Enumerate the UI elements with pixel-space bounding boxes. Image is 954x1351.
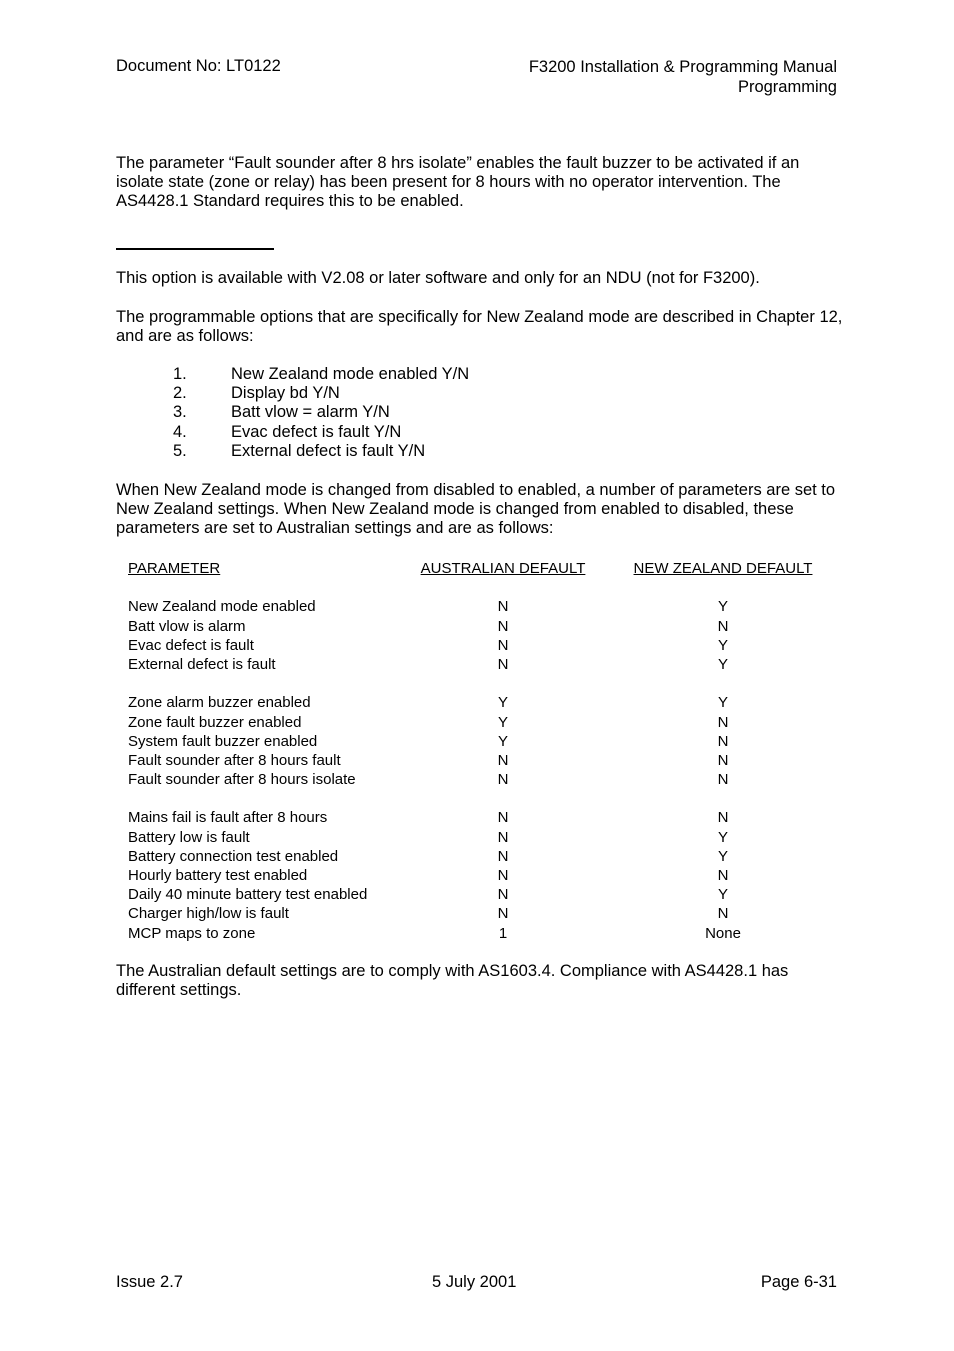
table-cell-new-zealand: Y [717, 828, 729, 846]
table-header-row [128, 559, 828, 578]
table-cell-parameter: System fault buzzer enabled [128, 732, 318, 750]
table-row [128, 847, 828, 866]
table-row [128, 866, 828, 885]
table-cell-parameter: Hourly battery test enabled [128, 867, 308, 884]
table-cell-australian: N [497, 655, 509, 673]
list-text: Batt vlow = alarm Y/N [231, 403, 390, 422]
list-text: New Zealand mode enabled Y/N [231, 365, 470, 383]
table-cell-australian: N [497, 867, 509, 884]
table-cell-parameter: Daily 40 minute battery test enabled [128, 886, 368, 904]
table-cell-australian: Y [497, 694, 509, 712]
table-row [128, 751, 828, 770]
table-row [128, 693, 828, 712]
table-cell-parameter: External defect is fault [128, 655, 276, 673]
table-cell-australian: Y [497, 713, 509, 731]
table-cell-new-zealand: Y [717, 694, 729, 712]
table-cell-australian: N [497, 886, 509, 904]
table-cell-australian: N [497, 636, 509, 654]
column-header-new-zealand-default: NEW ZEALAND DEFAULT [633, 560, 813, 577]
table-cell-parameter: Batt vlow is alarm [128, 617, 246, 635]
section-rule [116, 248, 274, 250]
document-number: Document No: LT0122 [116, 57, 281, 75]
table-row [128, 617, 828, 636]
table-cell-new-zealand: Y [717, 598, 729, 616]
table-cell-parameter: Charger high/low is fault [128, 905, 289, 923]
table-row [128, 713, 828, 732]
footer-page-number: Page 6-31 [760, 1273, 837, 1291]
paragraph-option-availability: This option is available with V2.08 or later software and only for an NDU (not for F3200). [116, 269, 760, 287]
table-row [128, 904, 828, 923]
table-cell-parameter: New Zealand mode enabled [128, 598, 316, 616]
column-header-parameter: PARAMETER [128, 560, 221, 577]
table-row [128, 828, 828, 847]
table-row [128, 808, 828, 827]
section-name: Programming [737, 78, 837, 96]
table-cell-new-zealand: Y [717, 655, 729, 673]
table-row [128, 636, 828, 655]
table-cell-parameter: Mains fail is fault after 8 hours [128, 809, 328, 827]
table-cell-new-zealand: N [717, 617, 729, 635]
list-number: 1. [173, 365, 187, 383]
paragraph-programmable-options: The programmable options that are specifically for New Zealand mode are described in Chapter 12, and are as follows: [116, 308, 843, 346]
table-cell-australian: N [497, 809, 509, 827]
table-cell-new-zealand: Y [717, 636, 729, 654]
table-cell-australian: N [497, 905, 509, 923]
paragraph-compliance: The Australian default settings are to comply with AS1603.4. Compliance with AS4428.1 has different settings. [116, 962, 789, 1000]
running-header [529, 57, 837, 97]
table-cell-parameter: Fault sounder after 8 hours isolate [128, 771, 356, 789]
defaults-table [128, 559, 828, 943]
list-number: 3. [173, 403, 187, 422]
list-number: 4. [173, 422, 187, 441]
list-text: External defect is fault Y/N [231, 441, 426, 460]
table-cell-parameter: Battery low is fault [128, 828, 250, 846]
table-cell-australian: N [497, 598, 509, 616]
table-row [128, 655, 828, 674]
table-cell-new-zealand: N [717, 771, 729, 789]
column-header-australian-default: AUSTRALIAN DEFAULT [420, 560, 586, 577]
table-cell-parameter: Zone alarm buzzer enabled [128, 694, 311, 712]
table-cell-new-zealand: Y [717, 886, 729, 904]
table-row [128, 924, 828, 943]
list-text: Evac defect is fault Y/N [231, 422, 402, 441]
table-cell-australian: 1 [498, 924, 508, 942]
table-cell-parameter: Battery connection test enabled [128, 847, 339, 865]
table-cell-parameter: Zone fault buzzer enabled [128, 713, 302, 731]
paragraph-fault-sounder: The parameter “Fault sounder after 8 hrs isolate” enables the fault buzzer to be activated if an isolate state (zone or relay) has been present for 8 hours with no operator intervention. The AS4428.1 Standard requires this to be enabled. [116, 154, 800, 211]
table-cell-new-zealand: N [717, 905, 729, 923]
table-cell-australian: N [497, 828, 509, 846]
table-row [128, 770, 828, 789]
paragraph-mode-change: When New Zealand mode is changed from disabled to enabled, a number of parameters are set to New Zealand settings. When New Zealand mode is changed from enabled to disabled, these parameters are set to Australian settings and are as follows: [116, 481, 836, 538]
table-cell-new-zealand: N [717, 713, 729, 731]
table-cell-parameter: Fault sounder after 8 hours fault [128, 751, 341, 769]
table-cell-australian: N [497, 847, 509, 865]
table-cell-australian: N [497, 771, 509, 789]
table-row [128, 732, 828, 751]
list-text: Display bd Y/N [231, 384, 340, 403]
footer-issue: Issue 2.7 [116, 1273, 183, 1291]
table-cell-new-zealand: None [705, 924, 741, 942]
table-cell-australian: N [497, 617, 509, 635]
manual-title: F3200 Installation & Programming Manual [528, 58, 837, 76]
table-cell-new-zealand: Y [717, 847, 729, 865]
table-cell-parameter: Evac defect is fault [128, 636, 254, 654]
table-row [128, 885, 828, 904]
list-number: 2. [173, 384, 187, 403]
footer-date: 5 July 2001 [432, 1273, 517, 1291]
table-cell-new-zealand: N [717, 751, 729, 769]
table-cell-new-zealand: N [717, 809, 729, 827]
table-cell-new-zealand: N [717, 732, 729, 750]
list-number: 5. [173, 441, 187, 460]
table-cell-australian: N [497, 751, 509, 769]
table-cell-australian: Y [497, 732, 509, 750]
table-row [128, 597, 828, 616]
table-cell-parameter: MCP maps to zone [128, 924, 256, 942]
table-cell-new-zealand: N [717, 867, 729, 884]
